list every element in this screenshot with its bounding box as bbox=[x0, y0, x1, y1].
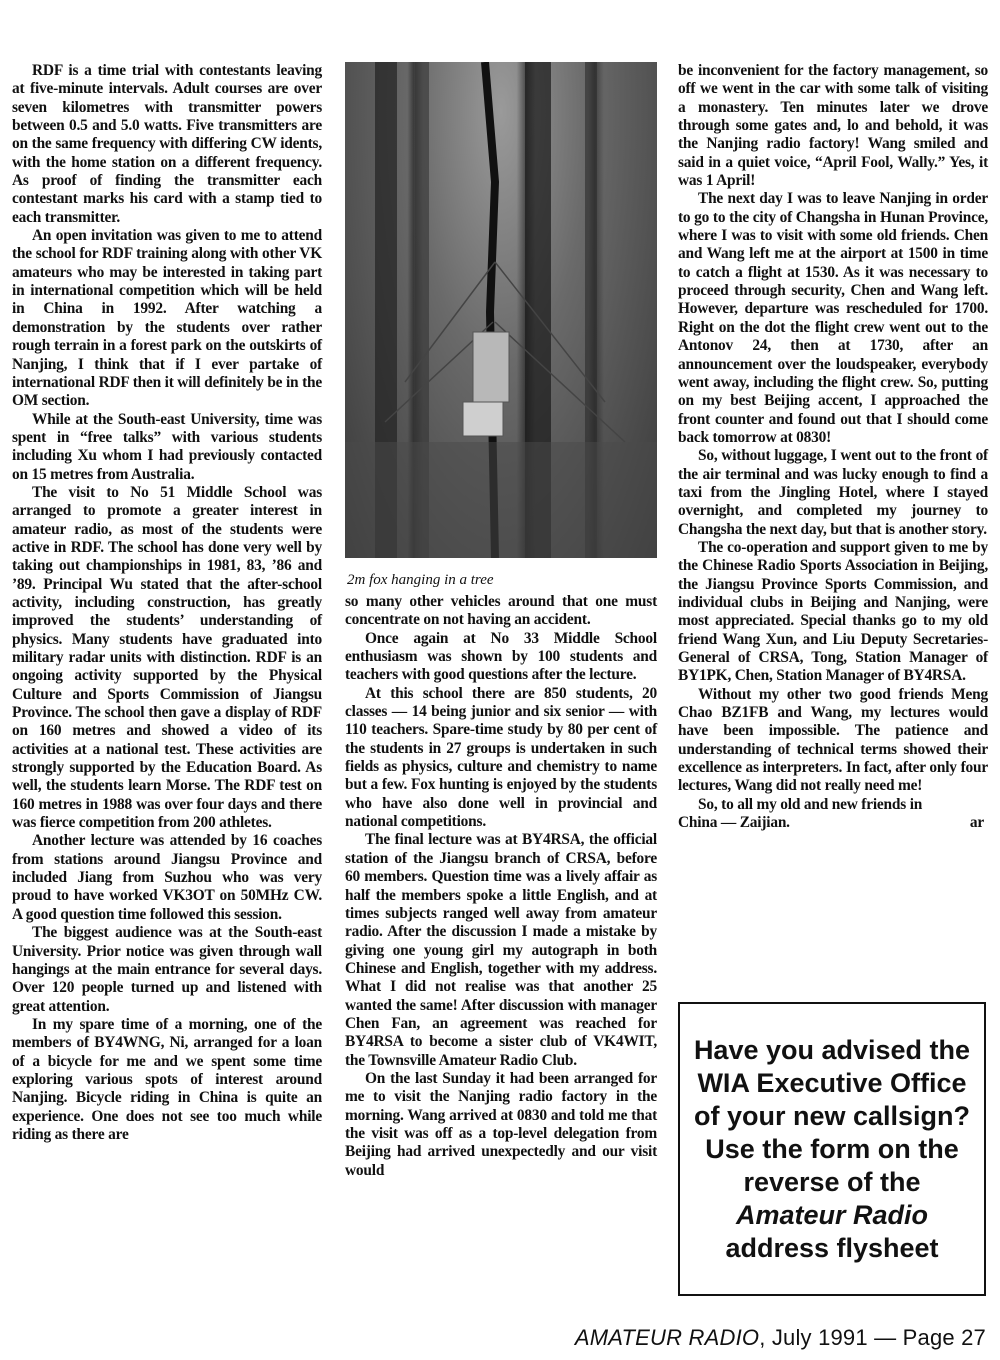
paragraph: The next day I was to leave Nanjing in order to go to the city of Changsha in Hunan Province, where I was to visit with some old friends. Chen and Wang left me at the airport at 1500 in time to catch a flight at 1530. As it was necessary to proceed through security, Chen and Wang left. However, departure was rescheduled for 1700. Right on the dot the flight crew went out to the Antonov 24, then at 1730, after an announcement over the loudspeaker, everybody went away, including the flight crew. So, putting on my best Beijing accent, I approached the front counter and found out that I should come back tomorrow at 0830! bbox=[678, 190, 988, 446]
paragraph: In my spare time of a morning, one of the members of BY4WNG, Ni, arranged for a loan of a bicycle for me and we spent some time exploring various spots of interest around Nanjing. Bicycle riding in China is quite an experience. One does not see too much while riding as there are bbox=[12, 1015, 322, 1143]
footer-issue: , July 1991 — Page 27 bbox=[759, 1325, 986, 1350]
paragraph: The visit to No 51 Middle School was arranged to promote a greater interest in amateur radio, as most of the students were active in RDF. The school has done very well by taking out championships in 1981, 83, ’86 and ’89. Principal Wu stated that the after-school activity, including construction, has greatly improved the students’ understanding of physics. Many students have graduated into military radar units with distinction. RDF is an ongoing activity supported by the Physical Culture and Sports Commission of Jiangsu Province. The school then gave a display of RDF on 160 metres and showed a video of its activities at a national test. These activities are strongly supported by the Education Board. As well, the students learn Morse. The RDF test on 160 metres in 1988 was over four days and there was fierce competition from 200 athletes. bbox=[12, 483, 322, 832]
paragraph: While at the South-east University, time was spent in “free talks” with various students including Xu whom I had previously contacted on 15 metres from Australia. bbox=[12, 410, 322, 483]
paragraph: At this school there are 850 students, 20 classes — 14 being junior and six senior — with 110 teachers. Spare-time study by 80 per cent of the students in 27 groups is undertaken in such fields as physics, culture and chemistry to name but a few. Fox hunting is enjoyed by the students who have also done well in provincial and national competitions. bbox=[345, 684, 657, 831]
paragraph: The co-operation and support given to me by the Chinese Radio Sports Association in Beijing, the Jiangsu Province Sports Commission, and individual clubs in Beijing and Nanjing, were most appreciated. Special thanks go to my old friend Wang Xun, and Liu Deputy Secretaries-General of CRSA, Tong, Station Manager of BY1PK, Chen, Station Manager of BY4RSA. bbox=[678, 538, 988, 685]
photo-caption: 2m fox hanging in a tree bbox=[347, 572, 494, 588]
callsign-advert-box bbox=[678, 1002, 986, 1296]
page-footer bbox=[575, 1325, 986, 1351]
fox-in-tree-photo bbox=[345, 62, 657, 558]
closing-line bbox=[678, 814, 988, 832]
article-column-1 bbox=[12, 62, 322, 1144]
paragraph: be inconvenient for the factory management, so off we went in the car with some talk of visiting a monastery. Ten minutes later we drove through some gates and, lo and behold, it was the Nanjing radio factory! Wang smiled and said in a quiet voice, “April Fool, Wally.” Yes, it was 1 April! bbox=[678, 62, 988, 190]
paragraph: So, to all my old and new friends in bbox=[698, 795, 923, 813]
article-column-2 bbox=[345, 62, 657, 1180]
advert-text-before: Have you advised the WIA Executive Office of your new callsign? Use the form on the reverse of the bbox=[693, 1034, 971, 1197]
paragraph: The final lecture was at BY4RSA, the official station of the Jiangsu branch of CRSA, before 60 members. Question time was a lively affair as half the members spoke a little English, and at times subjects ranged well away from amateur radio. After the discussion I made a mistake by giving one young girl my autograph in both Chinese and English, together with my address. What I did not realise was that another 25 wanted the same! After discussion with manager Chen Fan, an agreement was reached for BY4RSA to become a sister club of VK4WIT, the Townsville Amateur Radio Club. bbox=[345, 831, 657, 1069]
paragraph: On the last Sunday it had been arranged for me to visit the Nanjing radio factory in the morning. Wang arrived at 0830 and told me that the visit was off as a top-level delegation from Beijing had arrived unexpectedly and our visit would bbox=[345, 1069, 657, 1179]
tree-trunks-graphic bbox=[345, 62, 657, 558]
paragraph: So, without luggage, I went out to the front of the air terminal and was lucky enough to find a taxi from the Jingling Hotel, where I stayed overnight, and completed my journey to Changsha the next day, but that is another story. bbox=[678, 447, 988, 538]
advert-magazine-name: Amateur Radio bbox=[735, 1199, 929, 1230]
advert-text bbox=[680, 1034, 984, 1265]
paragraph: Another lecture was attended by 16 coaches from stations around Jiangsu Province and included Jiang from Suzhou who was very proud to have worked VK3OT on 50MHz CW. A good question time followed this session. bbox=[12, 832, 322, 923]
paragraph: RDF is a time trial with contestants leaving at five-minute intervals. Adult courses are over seven kilometres with transmitter powers between 0.5 and 5.0 watts. Five transmitters are on the same frequency with differing CW idents, with the home station on a different frequency. As proof of finding the transmitter each contestant marks his card with a stamp tied to each transmitter. bbox=[12, 62, 322, 226]
closing-text: China — Zaijian. bbox=[678, 814, 790, 832]
article-column-3 bbox=[678, 62, 988, 832]
paragraph: so many other vehicles around that one must concentrate on not having an accident. bbox=[345, 593, 657, 629]
advert-text-after: address flysheet bbox=[725, 1232, 939, 1263]
paragraph: Once again at No 33 Middle School enthusiasm was shown by 100 students and teachers with good questions after the lecture. bbox=[345, 629, 657, 684]
end-mark: ar bbox=[969, 814, 984, 832]
paragraph: An open invitation was given to me to attend the school for RDF training along with other VK amateurs who may be interested in taking part in international competition which will be held in China in 1992. After watching a demonstration by the students over rather rough terrain in a forest park on the outskirts of Nanjing, I think that if I ever partake of international RDF then it will definitely be in the OM section. bbox=[12, 227, 322, 410]
paragraph: The biggest audience was at the South-east University. Prior notice was given through wall hangings at the main entrance for several days. Over 120 people turned up and listened with great attention. bbox=[12, 924, 322, 1015]
footer-magazine: AMATEUR RADIO bbox=[574, 1325, 760, 1350]
paragraph: Without my other two good friends Meng Chao BZ1FB and Wang, my lectures would have been impossible. The patience and understanding of technical terms showed their excellence as interpreters. In fact, after only four lectures, Wang did not really need me! bbox=[678, 685, 988, 795]
